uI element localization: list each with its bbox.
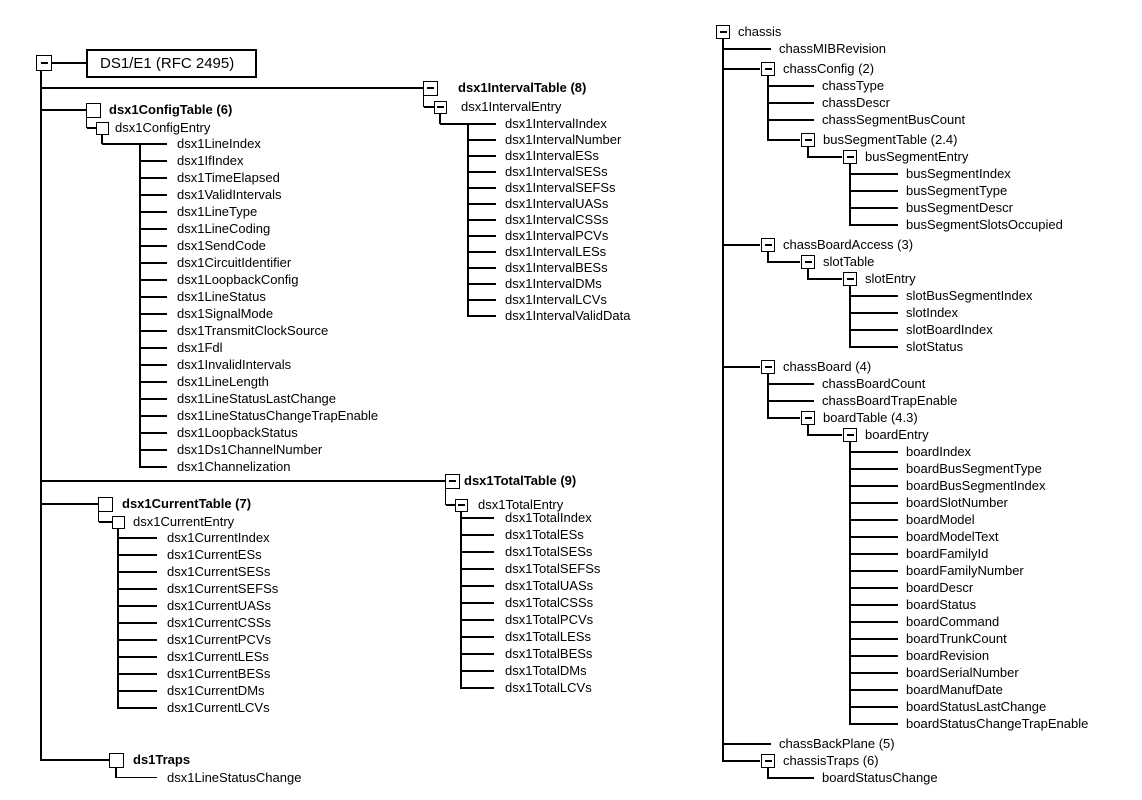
node-boardBusSegmentIndex: boardBusSegmentIndex xyxy=(906,478,1046,493)
node-boardIndex: boardIndex xyxy=(906,444,972,459)
minus-glyph xyxy=(847,156,854,158)
node-dsx1TimeElapsed: dsx1TimeElapsed xyxy=(177,170,280,185)
node-dsx1LineStatusChange: dsx1LineStatusChange xyxy=(167,769,302,785)
node-boardStatusChange: boardStatusChange xyxy=(822,770,938,785)
node-dsx1InvalidIntervals: dsx1InvalidIntervals xyxy=(177,357,292,372)
node-dsx1ConfigTable-6: dsx1ConfigTable (6) xyxy=(109,102,233,117)
node-dsx1IntervalLESs: dsx1IntervalLESs xyxy=(505,244,607,259)
connector-line xyxy=(850,468,898,470)
connector-line xyxy=(850,190,898,192)
node-dsx1TotalCSSs: dsx1TotalCSSs xyxy=(505,595,594,610)
collapse-expander-icon[interactable] xyxy=(761,238,775,252)
node-dsx1IntervalValidData: dsx1IntervalValidData xyxy=(505,308,631,323)
node-chassType: chassType xyxy=(822,78,885,93)
connector-line xyxy=(850,672,898,674)
node-dsx1TotalESs: dsx1TotalESs xyxy=(505,527,584,542)
connector-line xyxy=(722,39,724,762)
node-slotEntry: slotEntry xyxy=(865,271,916,286)
node-busSegmentEntry: busSegmentEntry xyxy=(865,149,969,164)
connector-line xyxy=(850,536,898,538)
connector-line xyxy=(850,346,898,348)
node-dsx1TotalLESs: dsx1TotalLESs xyxy=(505,629,591,644)
connector-line xyxy=(850,587,898,589)
connector-line xyxy=(850,553,898,555)
root-node-label: DS1/E1 (RFC 2495) xyxy=(100,54,235,72)
node-dsx1CircuitIdentifier: dsx1CircuitIdentifier xyxy=(177,255,292,270)
node-chassBoardTrapEnable: chassBoardTrapEnable xyxy=(822,393,958,408)
node-chassBackPlane-5: chassBackPlane (5) xyxy=(779,736,895,751)
collapse-expander-icon[interactable] xyxy=(761,360,775,374)
connector-line xyxy=(850,706,898,708)
node-dsx1IntervalTable-8: dsx1IntervalTable (8) xyxy=(458,80,587,95)
connector-line xyxy=(767,76,769,141)
node-dsx1IntervalEntry: dsx1IntervalEntry xyxy=(461,99,562,114)
node-dsx1TotalEntry: dsx1TotalEntry xyxy=(478,497,564,512)
minus-glyph xyxy=(805,417,812,419)
node-dsx1IfIndex: dsx1IfIndex xyxy=(177,153,244,168)
node-dsx1LineCoding: dsx1LineCoding xyxy=(177,221,271,236)
node-ds1Traps: ds1Traps xyxy=(133,752,191,767)
connector-line xyxy=(850,207,898,209)
node-dsx1TotalSEFSs: dsx1TotalSEFSs xyxy=(505,561,601,576)
minus-glyph xyxy=(805,139,812,141)
node-slotIndex: slotIndex xyxy=(906,305,959,320)
connector-line xyxy=(767,252,769,263)
node-chassConfig-2: chassConfig (2) xyxy=(783,61,875,76)
connector-line xyxy=(767,374,769,419)
minus-glyph xyxy=(720,31,727,33)
node-boardStatus: boardStatus xyxy=(906,597,977,612)
node-dsx1Channelization: dsx1Channelization xyxy=(177,459,291,474)
node-boardFamilyId: boardFamilyId xyxy=(906,546,989,561)
collapse-expander-icon[interactable] xyxy=(801,133,815,147)
node-boardStatusLastChange: boardStatusLastChange xyxy=(906,699,1047,714)
node-dsx1CurrentSEFSs: dsx1CurrentSEFSs xyxy=(167,581,279,596)
connector-line xyxy=(768,119,814,121)
node-dsx1CurrentPCVs: dsx1CurrentPCVs xyxy=(167,632,272,647)
node-dsx1CurrentCSSs: dsx1CurrentCSSs xyxy=(167,615,272,630)
node-dsx1TotalBESs: dsx1TotalBESs xyxy=(505,646,593,661)
connector-line xyxy=(850,312,898,314)
collapse-expander-icon[interactable] xyxy=(801,411,815,425)
node-dsx1Ds1ChannelNumber: dsx1Ds1ChannelNumber xyxy=(177,442,323,457)
node-boardStatusChangeTrapEnable: boardStatusChangeTrapEnable xyxy=(906,716,1089,731)
node-dsx1LoopbackConfig: dsx1LoopbackConfig xyxy=(177,272,299,287)
node-dsx1LineIndex: dsx1LineIndex xyxy=(177,136,261,151)
collapse-expander-icon[interactable] xyxy=(801,255,815,269)
node-chassBoardAccess-3: chassBoardAccess (3) xyxy=(783,237,914,252)
node-dsx1CurrentSESs: dsx1CurrentSESs xyxy=(167,564,271,579)
connector-line xyxy=(723,743,771,745)
connector-line xyxy=(850,621,898,623)
node-dsx1IntervalCSSs: dsx1IntervalCSSs xyxy=(505,212,609,227)
connector-line xyxy=(723,366,760,368)
node-boardFamilyNumber: boardFamilyNumber xyxy=(906,563,1024,578)
connector-line xyxy=(768,400,814,402)
node-dsx1IntervalDMs: dsx1IntervalDMs xyxy=(505,276,602,291)
node-dsx1LoopbackStatus: dsx1LoopbackStatus xyxy=(177,425,298,440)
node-boardSlotNumber: boardSlotNumber xyxy=(906,495,1008,510)
connector-line xyxy=(808,434,842,436)
node-dsx1TotalIndex: dsx1TotalIndex xyxy=(505,510,592,525)
node-dsx1IntervalBESs: dsx1IntervalBESs xyxy=(505,260,608,275)
node-dsx1IntervalESs: dsx1IntervalESs xyxy=(505,148,599,163)
node-dsx1TotalDMs: dsx1TotalDMs xyxy=(505,663,587,678)
connector-line xyxy=(808,156,842,158)
node-dsx1IntervalSEFSs: dsx1IntervalSEFSs xyxy=(505,180,616,195)
connector-line xyxy=(850,519,898,521)
connector-line xyxy=(723,760,760,762)
node-dsx1CurrentIndex: dsx1CurrentIndex xyxy=(167,530,270,545)
connector-line xyxy=(768,261,800,263)
minus-glyph xyxy=(765,760,772,762)
node-dsx1TotalTable-9: dsx1TotalTable (9) xyxy=(464,473,577,488)
node-slotBoardIndex: slotBoardIndex xyxy=(906,322,993,337)
collapse-expander-icon[interactable] xyxy=(843,272,857,286)
node-dsx1TransmitClockSource: dsx1TransmitClockSource xyxy=(177,323,329,338)
node-boardDescr: boardDescr xyxy=(906,580,974,595)
node-dsx1ConfigEntry: dsx1ConfigEntry xyxy=(115,120,211,135)
connector-line xyxy=(723,68,760,70)
node-dsx1ValidIntervals: dsx1ValidIntervals xyxy=(177,187,282,202)
node-dsx1LineStatusLastChange: dsx1LineStatusLastChange xyxy=(177,391,337,406)
node-busSegmentType: busSegmentType xyxy=(906,183,1008,198)
node-slotTable: slotTable xyxy=(823,254,875,269)
node-chassBoard-4: chassBoard (4) xyxy=(783,359,872,374)
connector-line xyxy=(850,485,898,487)
node-boardModelText: boardModelText xyxy=(906,529,999,544)
connector-line xyxy=(768,139,800,141)
node-chassDescr: chassDescr xyxy=(822,95,890,110)
node-boardModel: boardModel xyxy=(906,512,975,527)
node-dsx1TotalUASs: dsx1TotalUASs xyxy=(505,578,594,593)
node-dsx1CurrentUASs: dsx1CurrentUASs xyxy=(167,598,272,613)
node-dsx1TotalSESs: dsx1TotalSESs xyxy=(505,544,593,559)
connector-line xyxy=(723,48,771,50)
connector-line xyxy=(767,768,769,779)
connector-line xyxy=(850,224,898,226)
node-chassSegmentBusCount: chassSegmentBusCount xyxy=(822,112,966,127)
collapse-expander-icon[interactable] xyxy=(761,62,775,76)
connector-line xyxy=(850,570,898,572)
connector-line xyxy=(807,147,809,158)
connector-line xyxy=(849,164,851,226)
node-dsx1IntervalPCVs: dsx1IntervalPCVs xyxy=(505,228,609,243)
connector-line xyxy=(768,777,814,779)
connector-line xyxy=(807,425,809,436)
node-dsx1LineStatusChangeTrapEnable: dsx1LineStatusChangeTrapEnable xyxy=(177,408,379,423)
node-slotBusSegmentIndex: slotBusSegmentIndex xyxy=(906,288,1033,303)
node-boardManufDate: boardManufDate xyxy=(906,682,1003,697)
connector-line xyxy=(849,442,851,725)
node-dsx1SendCode: dsx1SendCode xyxy=(177,238,266,253)
node-dsx1CurrentBESs: dsx1CurrentBESs xyxy=(167,666,271,681)
node-boardTrunkCount: boardTrunkCount xyxy=(906,631,1007,646)
node-dsx1CurrentDMs: dsx1CurrentDMs xyxy=(167,683,265,698)
node-chassBoardCount: chassBoardCount xyxy=(822,376,926,391)
minus-glyph xyxy=(765,366,772,368)
connector-line xyxy=(850,604,898,606)
connector-line xyxy=(768,85,814,87)
node-slotStatus: slotStatus xyxy=(906,339,964,354)
node-dsx1IntervalIndex: dsx1IntervalIndex xyxy=(505,116,607,131)
node-dsx1CurrentEntry: dsx1CurrentEntry xyxy=(133,514,235,529)
node-chassMIBRevision: chassMIBRevision xyxy=(779,41,886,56)
collapse-expander-icon[interactable] xyxy=(761,754,775,768)
node-dsx1CurrentTable-7: dsx1CurrentTable (7) xyxy=(122,496,252,511)
node-chassisTraps-6: chassisTraps (6) xyxy=(783,753,879,768)
node-dsx1TotalPCVs: dsx1TotalPCVs xyxy=(505,612,594,627)
node-dsx1CurrentLCVs: dsx1CurrentLCVs xyxy=(167,700,270,715)
minus-glyph xyxy=(765,244,772,246)
minus-glyph xyxy=(847,434,854,436)
node-dsx1Fdl: dsx1Fdl xyxy=(177,340,223,355)
node-boardTable-4-3: boardTable (4.3) xyxy=(823,410,918,425)
node-dsx1IntervalLCVs: dsx1IntervalLCVs xyxy=(505,292,607,307)
node-dsx1LineStatus: dsx1LineStatus xyxy=(177,289,266,304)
connector-line xyxy=(850,173,898,175)
minus-glyph xyxy=(805,261,812,263)
node-busSegmentTable-2-4: busSegmentTable (2.4) xyxy=(823,132,958,147)
connector-line xyxy=(850,451,898,453)
node-boardSerialNumber: boardSerialNumber xyxy=(906,665,1019,680)
connector-line xyxy=(768,102,814,104)
connector-line xyxy=(808,278,842,280)
minus-glyph xyxy=(847,278,854,280)
node-dsx1LineType: dsx1LineType xyxy=(177,204,258,219)
connector-line xyxy=(850,689,898,691)
node-dsx1IntervalSESs: dsx1IntervalSESs xyxy=(505,164,608,179)
connector-line xyxy=(850,295,898,297)
connector-line xyxy=(850,655,898,657)
node-dsx1CurrentLESs: dsx1CurrentLESs xyxy=(167,649,269,664)
node-boardBusSegmentType: boardBusSegmentType xyxy=(906,461,1042,476)
connector-line xyxy=(768,383,814,385)
connector-line xyxy=(850,638,898,640)
minus-glyph xyxy=(765,68,772,70)
collapse-expander-icon[interactable] xyxy=(716,25,730,39)
node-busSegmentIndex: busSegmentIndex xyxy=(906,166,1011,181)
node-dsx1TotalLCVs: dsx1TotalLCVs xyxy=(505,680,592,695)
node-dsx1IntervalUASs: dsx1IntervalUASs xyxy=(505,196,609,211)
connector-line xyxy=(850,502,898,504)
collapse-expander-icon[interactable] xyxy=(843,428,857,442)
node-busSegmentSlotsOccupied: busSegmentSlotsOccupied xyxy=(906,217,1063,232)
node-busSegmentDescr: busSegmentDescr xyxy=(906,200,1013,215)
node-dsx1IntervalNumber: dsx1IntervalNumber xyxy=(505,132,622,147)
connector-line xyxy=(850,329,898,331)
node-boardCommand: boardCommand xyxy=(906,614,1000,629)
connector-line xyxy=(849,286,851,348)
collapse-expander-icon[interactable] xyxy=(843,150,857,164)
node-dsx1SignalMode: dsx1SignalMode xyxy=(177,306,274,321)
node-dsx1CurrentESs: dsx1CurrentESs xyxy=(167,547,262,562)
node-boardRevision: boardRevision xyxy=(906,648,990,663)
node-chassis: chassis xyxy=(738,24,782,39)
node-boardEntry: boardEntry xyxy=(865,427,929,442)
connector-line xyxy=(850,723,898,725)
node-dsx1LineLength: dsx1LineLength xyxy=(177,374,269,389)
connector-line xyxy=(768,417,800,419)
connector-line xyxy=(807,269,809,280)
connector-line xyxy=(723,244,760,246)
